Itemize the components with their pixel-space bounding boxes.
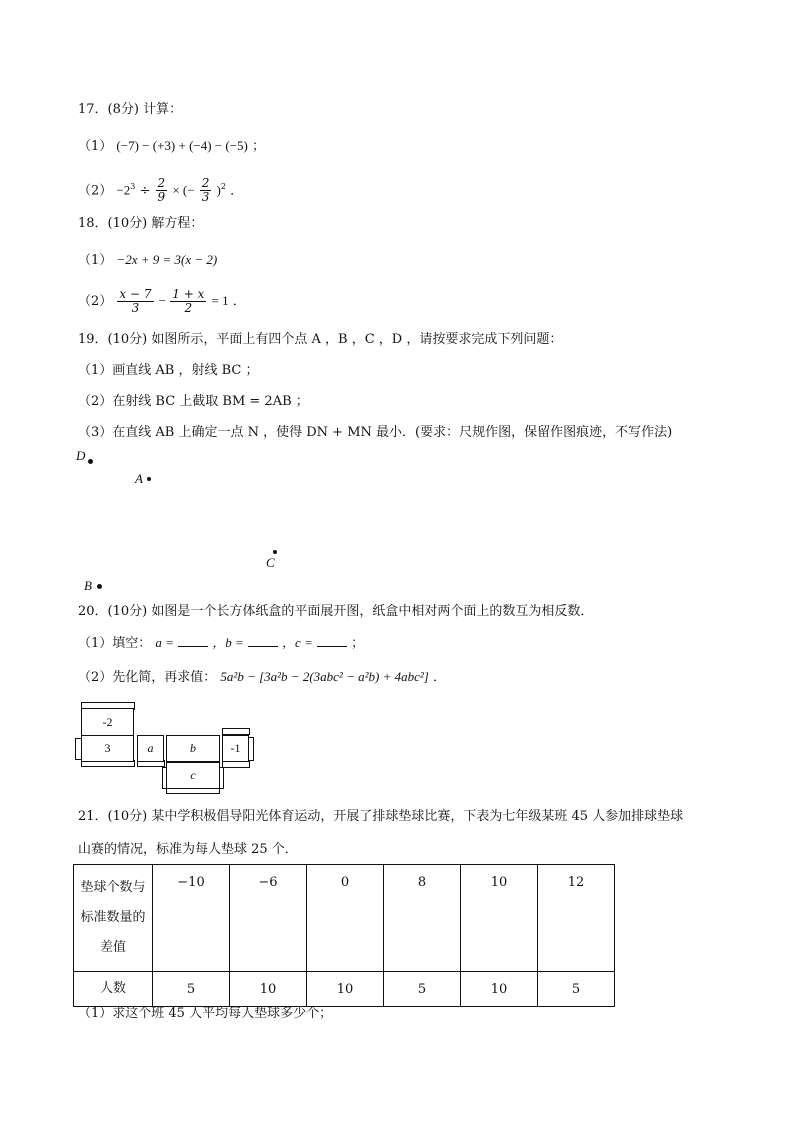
table-cell: 5 [153,972,230,1007]
q20-part1-label: （1）填空： [78,636,152,651]
point-b-label: B [84,578,92,593]
q21-part1: （1）求这个班 45 人平均每人垫球多少个； [78,1006,333,1021]
table-cell: 10 [461,865,538,972]
q19-part2: （2）在射线 BC 上截取 BM = 2AB ； [78,394,309,409]
table-header-cell [74,865,153,972]
net-tab-right-bottom [222,761,250,768]
net-face-c: c [166,762,220,789]
q20-a-blank[interactable] [178,634,208,647]
table-cell: 5 [538,972,615,1007]
q20-part2 [78,668,446,687]
net-tab-right-top [222,728,250,735]
q20-part2-expression: 5a²b − [3a²b − 2(3abc² − a²b) + 4abc²] [220,669,429,684]
frac-denominator: 9 [157,190,166,205]
q17-part2-close: ) [216,182,221,198]
q19-part3: （3）在直线 AB 上确定一点 N ，使得 DN + MN 最小．(要求：尺规作图，保留作图痕迹，不写作法) [78,425,673,440]
header-line: 标准数量的 [80,910,146,925]
net-face-top: -2 [81,708,134,737]
table-cell: 5 [384,972,461,1007]
table-row [74,865,615,972]
frac-numerator: 1 + x [172,287,205,301]
point-c-label: C [266,555,275,570]
q18-part2-tail: = 1 [211,293,229,308]
point-c-dot [273,550,277,554]
q21-title-line1: 21．(10分) 某中学积极倡导阳光体育运动，开展了排球垫球比赛，下表为七年级某班 45 人参加排球垫球 [78,809,684,824]
q17-part2-div: ÷ [139,183,155,199]
q17-part2-base: −2 [116,182,131,198]
q21-table [73,864,615,1007]
net-face-right: -1 [222,735,249,762]
net-face-left: 3 [81,735,134,762]
net-face-a: a [137,735,164,762]
q17-part2 [78,172,243,206]
point-a-label: A [135,471,143,486]
table-cell: 0 [307,865,384,972]
q20-b-blank[interactable] [248,634,278,647]
table-header-cell: 人数 [74,972,153,1007]
table-cell: 10 [461,972,538,1007]
frac-numerator: 2 [157,176,166,191]
q20-b-label: ，b = [212,635,244,650]
table-cell: 8 [384,865,461,972]
table-cell: −6 [230,865,307,972]
q19-title: 19．(10分) 如图所示，平面上有四个点 A ，B ，C ，D ，请按要求完成下列问题： [78,332,563,347]
q20-part2-end: ． [432,670,446,685]
q20-a-label: a = [155,635,174,650]
q17-part2-exp: 3 [130,182,136,191]
frac-numerator: x − 7 [119,287,152,301]
table-cell: 12 [538,865,615,972]
point-b-dot [97,584,102,589]
point-a-dot [147,477,151,481]
q19-part1: （1）画直线 AB ，射线 BC ； [78,363,259,378]
q18-part2-fraction-2 [170,288,206,315]
q17-part2-mul: × (− [172,182,195,198]
q20-part1-end: ； [351,636,365,651]
header-line: 差值 [99,940,126,955]
point-d-dot [88,459,93,464]
header-line: 垫球个数与 [80,880,146,895]
q17-part1-expression: (−7) − (+3) + (−4) − (−5) [116,138,248,153]
q17-part2-label: （2） [78,183,113,199]
q20-part2-label: （2）先化简，再求值： [78,670,217,685]
q18-part2-fraction-1 [117,288,153,315]
q18-part2-end: ． [232,294,246,309]
table-cell: 10 [307,972,384,1007]
point-d-label: D [76,448,86,463]
q17-part1-end: ； [252,139,266,154]
q17-part1 [78,137,265,156]
q17-part1-label: （1） [78,139,113,154]
frac-denominator: 3 [131,301,140,315]
q17-part2-end: ． [230,183,244,199]
q17-part2-close-exp: 2 [220,182,226,191]
q18-part1 [78,251,217,270]
q17-part2-fraction-2 [200,177,212,204]
q21-title-line2: 山赛的情况，标准为每人垫球 25 个． [78,842,298,857]
q20-c-blank[interactable] [317,634,347,647]
q18-part2-minus: − [158,293,170,308]
q20-part1 [78,634,364,653]
net-face-b: b [166,735,220,762]
q17-title: 17．(8分) 计算： [78,102,183,117]
frac-denominator: 2 [184,301,193,315]
table-cell: 10 [230,972,307,1007]
table-cell: −10 [153,865,230,972]
frac-denominator: 3 [201,190,210,205]
q18-part1-expression: −2x + 9 = 3(x − 2) [116,252,218,267]
q20-c-label: ，c = [282,635,313,650]
q18-part1-label: （1） [78,253,113,268]
frac-numerator: 2 [201,176,210,191]
q17-part2-fraction-1 [156,177,168,204]
q18-part2 [78,286,246,317]
q18-title: 18．(10分) 解方程： [78,216,204,231]
table-row [74,972,615,1007]
q20-title: 20．(10分) 如图是一个长方体纸盒的平面展开图，纸盒中相对两个面上的数互为相反数． [78,604,594,619]
q18-part2-label: （2） [78,294,113,309]
